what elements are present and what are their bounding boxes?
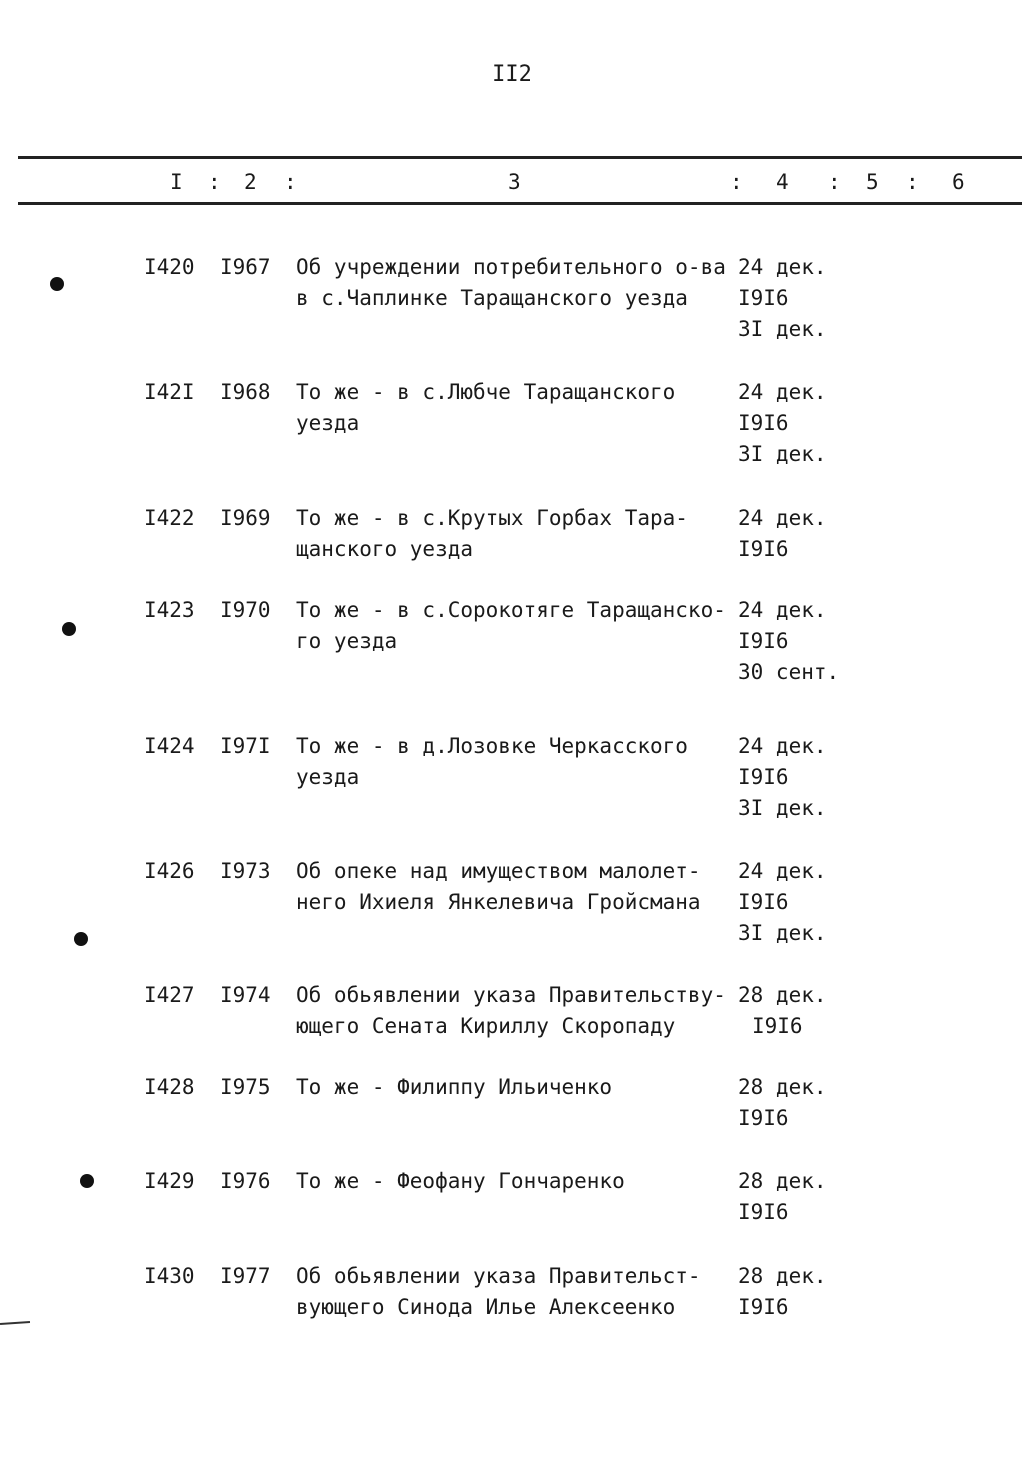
entry-title-line: Об обьявлении указа Правительст- (296, 1264, 701, 1288)
punch-hole-mark (74, 932, 88, 946)
entry-old-number: I977 (220, 1264, 271, 1288)
header-bottom-rule (18, 202, 1022, 205)
header-separator: : (208, 170, 221, 194)
entry-date-line: I9I6 (738, 765, 789, 789)
entry-date-line: I9I6 (738, 537, 789, 561)
entry-date-line: I9I6 (738, 1106, 789, 1130)
entry-date-line: 28 дек. (738, 1075, 827, 1099)
entry-date-line: 3I дек. (738, 921, 827, 945)
header-col-3: 3 (508, 170, 521, 194)
entry-dates (738, 595, 868, 688)
entry-dates (738, 731, 868, 824)
entry-date-line: I9I6 (738, 890, 789, 914)
entry-number: I423 (144, 598, 195, 622)
entry-number: I424 (144, 734, 195, 758)
entry-old-number: I967 (220, 255, 271, 279)
entry-date-line: I9I6 (738, 1200, 789, 1224)
header-col-2: 2 (244, 170, 257, 194)
entry-old-number: I976 (220, 1169, 271, 1193)
entry-date-line: 24 дек. (738, 734, 827, 758)
header-separator: : (828, 170, 841, 194)
entry-date-line: 3I дек. (738, 317, 827, 341)
header-col-5: 5 (866, 170, 879, 194)
entry-old-number: I974 (220, 983, 271, 1007)
entry-title-line: Об обьявлении указа Правительству- (296, 983, 726, 1007)
entry-title-line: го уезда (296, 629, 398, 653)
page-number: II2 (492, 62, 532, 87)
entry-date-line: I9I6 (752, 1014, 803, 1038)
header-top-rule (18, 156, 1022, 159)
entry-number: I428 (144, 1075, 195, 1099)
entry-old-number: I968 (220, 380, 271, 404)
header-col-4: 4 (776, 170, 789, 194)
entry-number: I42I (144, 380, 195, 404)
entry-title (296, 980, 736, 1042)
entry-old-number: I973 (220, 859, 271, 883)
entry-old-number: I97I (220, 734, 271, 758)
punch-hole-mark (50, 277, 64, 291)
entry-dates (738, 377, 868, 470)
entry-old-number: I969 (220, 506, 271, 530)
entry-title (296, 731, 736, 793)
entry-number: I430 (144, 1264, 195, 1288)
header-col-6: 6 (952, 170, 965, 194)
entry-title-line: То же - в с.Сорокотяге Таращанско- (296, 598, 726, 622)
entry-title-line: ющего Сената Кириллу Скоропаду (296, 1014, 676, 1038)
entry-number: I427 (144, 983, 195, 1007)
entry-title-line: То же - в с.Крутых Горбах Тара- (296, 506, 688, 530)
header-col-1: I (170, 170, 183, 194)
punch-hole-mark (62, 622, 76, 636)
entry-title (296, 1166, 736, 1197)
entry-dates (738, 980, 868, 1042)
header-separator: : (906, 170, 919, 194)
entry-title-line: То же - в д.Лозовке Черкасского (296, 734, 688, 758)
entry-dates (738, 1261, 868, 1323)
entry-number: I420 (144, 255, 195, 279)
entry-dates (738, 856, 868, 949)
entry-title (296, 856, 736, 918)
entry-title-line: То же - Феофану Гончаренко (296, 1169, 625, 1193)
entry-title (296, 1072, 736, 1103)
entry-date-line: I9I6 (738, 629, 789, 653)
entry-date-line: I9I6 (738, 286, 789, 310)
entry-number: I422 (144, 506, 195, 530)
entry-date-line: 28 дек. (738, 1169, 827, 1193)
entry-date-line: 24 дек. (738, 380, 827, 404)
entry-date-line: 28 дек. (738, 983, 827, 1007)
entry-title-line: Об опеке над имуществом малолет- (296, 859, 701, 883)
entry-title (296, 595, 736, 657)
entry-date-line: 3I дек. (738, 796, 827, 820)
entry-title-line: Об учреждении потребительного о-ва (296, 255, 726, 279)
scan-mark (0, 1321, 30, 1325)
entry-title-line: уезда (296, 765, 360, 789)
entry-dates (738, 252, 868, 345)
entry-date-line: 30 сент. (738, 660, 840, 684)
entry-date-line: 24 дек. (738, 598, 827, 622)
entry-date-line: 24 дек. (738, 859, 827, 883)
entry-title (296, 503, 736, 565)
header-separator: : (730, 170, 743, 194)
header-separator: : (284, 170, 297, 194)
entry-dates (738, 1166, 868, 1228)
entry-number: I426 (144, 859, 195, 883)
entry-title (296, 377, 736, 439)
entry-title (296, 252, 736, 314)
entry-title-line: уезда (296, 411, 360, 435)
entry-date-line: 24 дек. (738, 506, 827, 530)
entry-title-line: в с.Чаплинке Таращанского уезда (296, 286, 688, 310)
entry-title-line: То же - в с.Любче Таращанского (296, 380, 676, 404)
entry-date-line: 3I дек. (738, 442, 827, 466)
entry-dates (738, 1072, 868, 1134)
entry-dates (738, 503, 868, 565)
entry-old-number: I975 (220, 1075, 271, 1099)
entry-date-line: I9I6 (738, 1295, 789, 1319)
entry-date-line: I9I6 (738, 411, 789, 435)
entry-title-line: щанского уезда (296, 537, 474, 561)
entry-title-line: вующего Синода Илье Алексеенко (296, 1295, 676, 1319)
entry-number: I429 (144, 1169, 195, 1193)
punch-hole-mark (80, 1174, 94, 1188)
entry-date-line: 24 дек. (738, 255, 827, 279)
entry-date-line: 28 дек. (738, 1264, 827, 1288)
entry-title-line: То же - Филиппу Ильиченко (296, 1075, 613, 1099)
entry-old-number: I970 (220, 598, 271, 622)
entry-title (296, 1261, 736, 1323)
entry-title-line: него Ихиеля Янкелевича Гройсмана (296, 890, 701, 914)
